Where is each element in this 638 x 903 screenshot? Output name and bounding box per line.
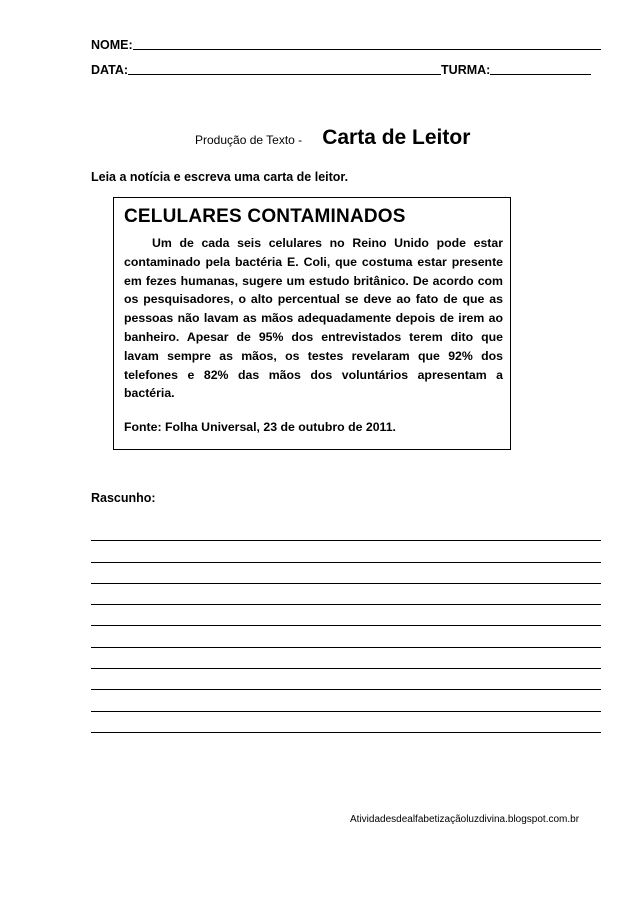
date-blank-line[interactable] bbox=[128, 63, 441, 75]
title-main: Carta de Leitor bbox=[322, 126, 471, 149]
draft-line[interactable] bbox=[91, 605, 601, 626]
date-class-field-row bbox=[91, 63, 591, 77]
news-headline: CELULARES CONTAMINADOS bbox=[124, 206, 406, 227]
instruction-text: Leia a notícia e escreva uma carta de leitor. bbox=[91, 170, 349, 184]
draft-line[interactable] bbox=[91, 712, 601, 733]
news-body: Um de cada seis celulares no Reino Unido pode estar contaminado pela bactéria E. Coli, que costuma estar presente em fezes humanas, sugere um estudo britânico. De acordo com os pesquisadores, o alto percentual se deve ao fato de que as pessoas não lavam as mãos adequadamente depois de irem ao banheiro. Apesar de 95% dos entrevistados terem dito que lavam sempre as mãos, os testes revelaram que 92% dos telefones e 82% das mãos dos voluntários apresentam a bactéria. bbox=[124, 236, 503, 401]
name-field-row bbox=[91, 38, 601, 52]
name-blank-line[interactable] bbox=[133, 38, 601, 50]
draft-line[interactable] bbox=[91, 626, 601, 647]
draft-line[interactable] bbox=[91, 541, 601, 562]
title-prefix: Produção de Texto - bbox=[195, 133, 303, 147]
news-box bbox=[113, 197, 511, 450]
draft-line[interactable] bbox=[91, 584, 601, 605]
class-blank-line[interactable] bbox=[490, 63, 591, 75]
draft-line[interactable] bbox=[91, 648, 601, 669]
footer-site-credit: Atividadesdealfabetizaçãoluzdivina.blogspot.com.br bbox=[350, 814, 580, 825]
date-label: DATA: bbox=[91, 63, 129, 77]
page-title bbox=[195, 126, 470, 150]
draft-writing-area[interactable] bbox=[91, 520, 601, 733]
draft-line[interactable] bbox=[91, 563, 601, 584]
news-source: Fonte: Folha Universal, 23 de outubro de 2011. bbox=[124, 420, 396, 435]
draft-line[interactable] bbox=[91, 520, 601, 541]
draft-line[interactable] bbox=[91, 690, 601, 711]
class-label: TURMA: bbox=[441, 63, 491, 77]
draft-label: Rascunho: bbox=[91, 491, 156, 505]
name-label: NOME: bbox=[91, 38, 133, 52]
draft-line[interactable] bbox=[91, 669, 601, 690]
